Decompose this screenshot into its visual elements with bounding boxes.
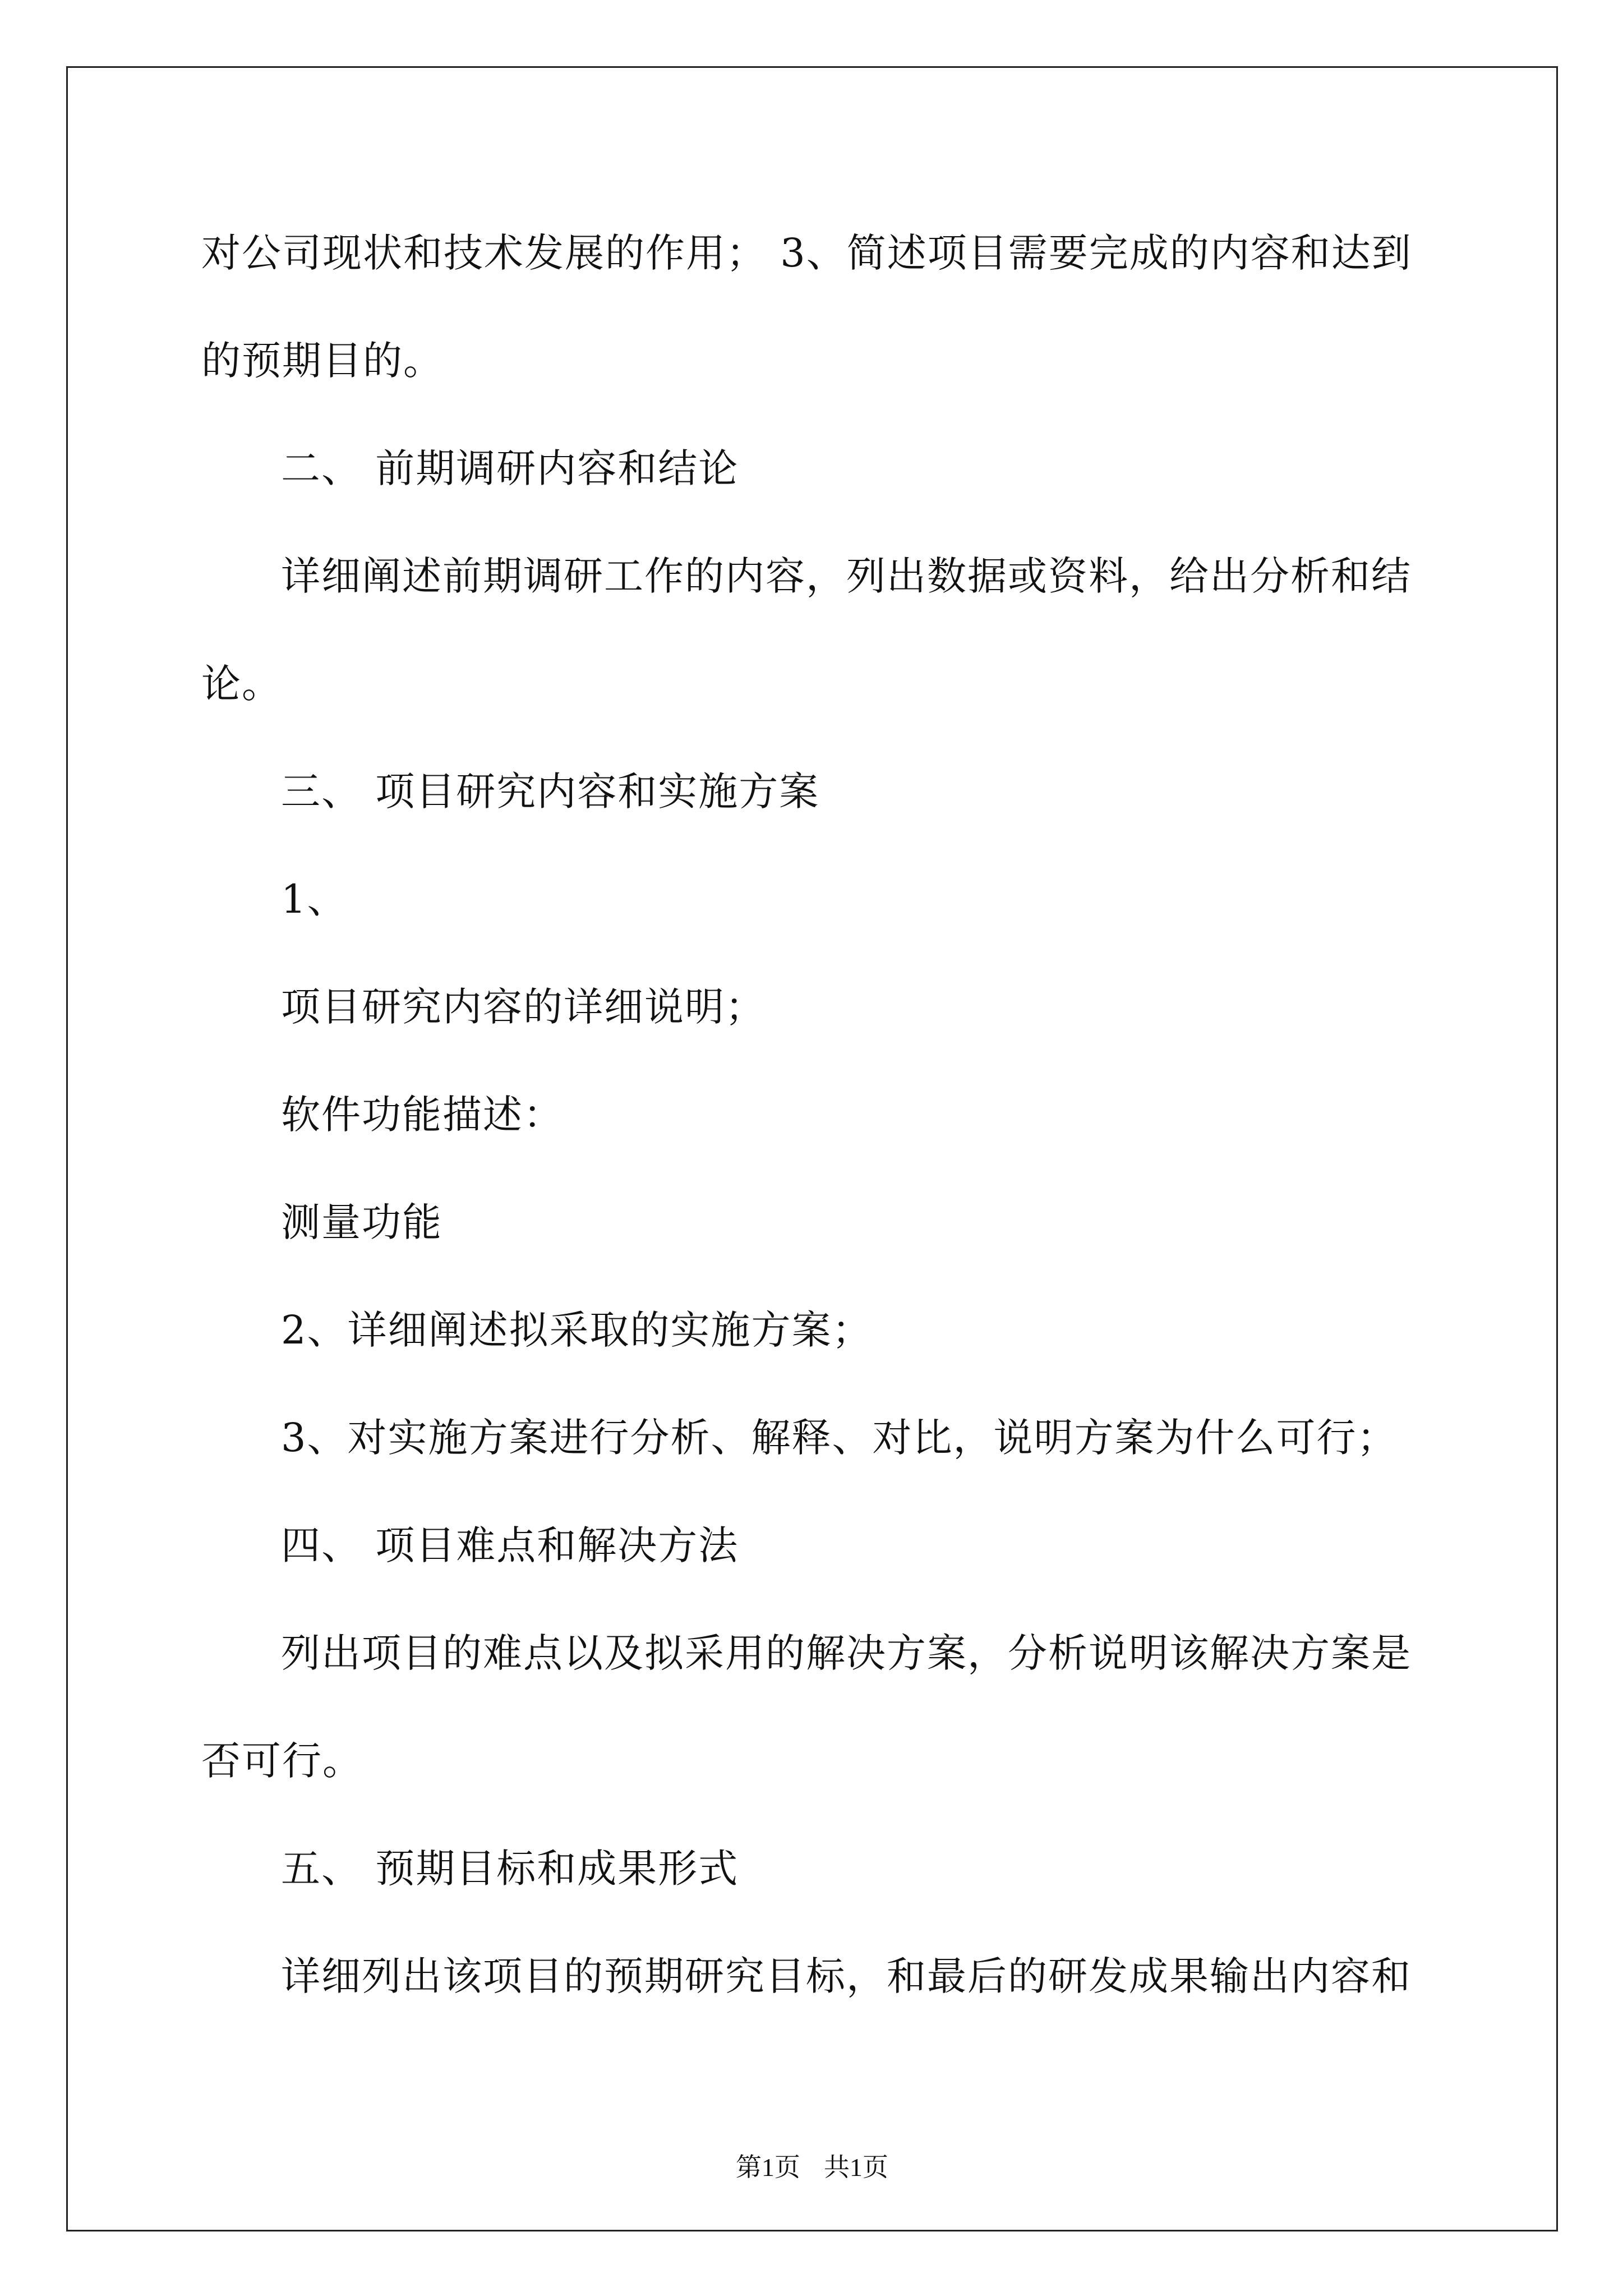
section-heading: 三、 项目研究内容和实施方案 [281, 769, 820, 815]
text-line: 论。 [201, 661, 282, 707]
text-line: 详细列出该项目的预期研究目标，和最后的研发成果输出内容和 [281, 1953, 1412, 1999]
text-line: 的预期目的。 [201, 338, 444, 384]
page-number: 第1页 [736, 2153, 800, 2182]
text-line: 列出项目的难点以及拟采用的解决方案，分析说明该解决方案是 [281, 1630, 1412, 1676]
section-heading: 五、 预期目标和成果形式 [281, 1846, 739, 1892]
page-footer [68, 2152, 1556, 2183]
text-line: 1、 [281, 876, 348, 922]
text-line: 否可行。 [201, 1738, 363, 1784]
text-line: 软件功能描述： [281, 1092, 564, 1138]
section-heading: 四、 项目难点和解决方法 [281, 1522, 739, 1568]
page-frame [66, 66, 1558, 2231]
text-line: 3、对实施方案进行分析、解释、对比，说明方案为什么可行； [281, 1415, 1398, 1461]
text-line: 项目研究内容的详细说明； [281, 984, 766, 1030]
document-body [68, 68, 1556, 2230]
page-total: 共1页 [824, 2153, 888, 2182]
text-line: 2、详细阐述拟采取的实施方案； [281, 1307, 873, 1353]
text-line: 详细阐述前期调研工作的内容，列出数据或资料，给出分析和结 [281, 553, 1412, 599]
text-line: 对公司现状和技术发展的作用； 3、简述项目需要完成的内容和达到 [201, 230, 1412, 276]
section-heading: 二、 前期调研内容和结论 [281, 445, 739, 491]
text-line: 测量功能 [281, 1199, 442, 1245]
